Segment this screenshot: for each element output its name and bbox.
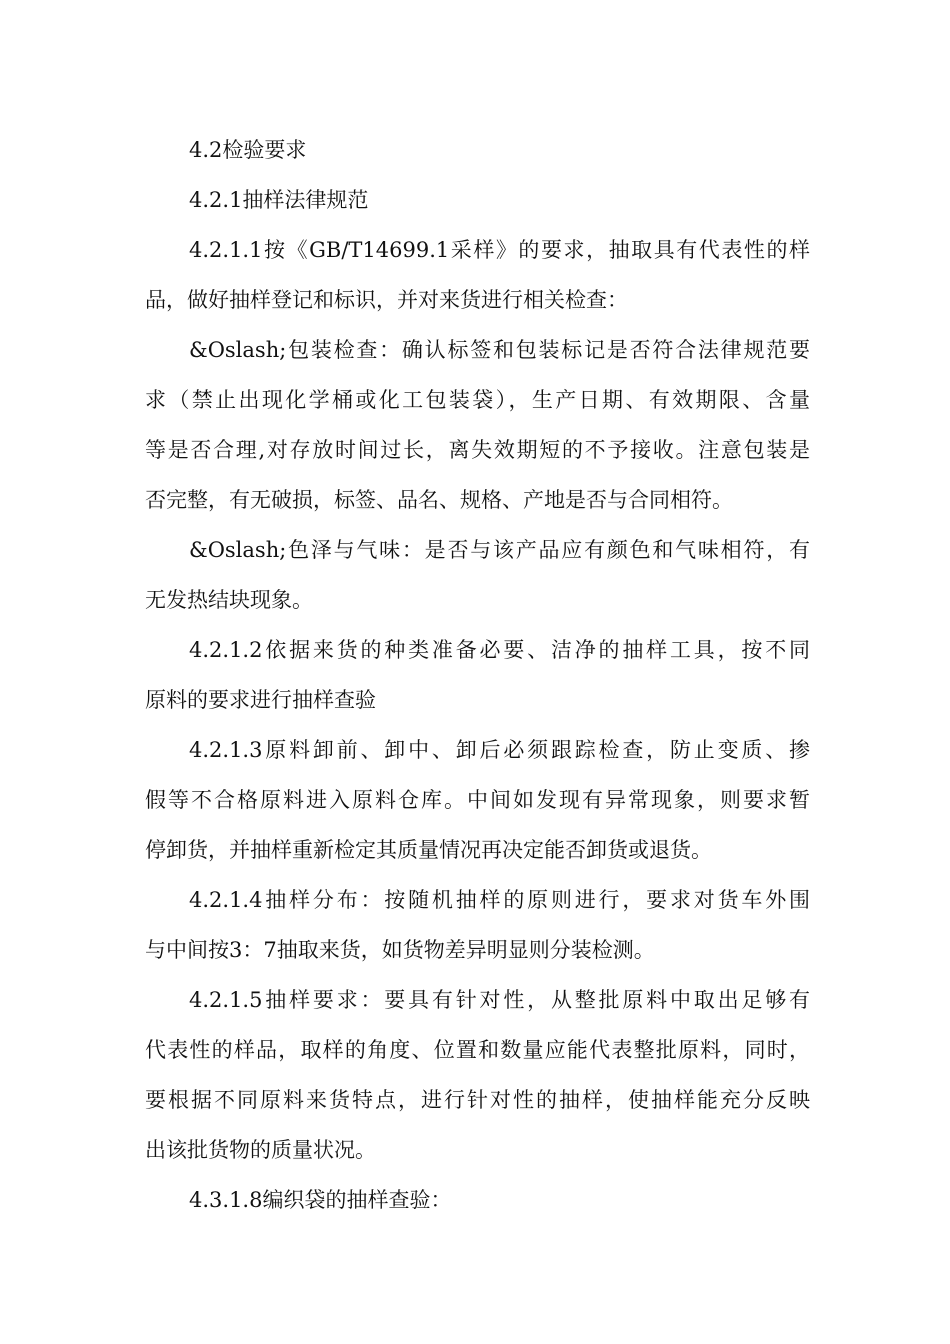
paragraph-4-2-1-4-line-2: 与中间按3：7抽取来货，如货物差异明显则分装检测。 xyxy=(145,938,655,962)
subsection-heading-4-2-1: 4.2.1抽样法律规范 xyxy=(189,188,369,212)
paragraph-4-2-1-4-line-1: 4.2.1.4抽样分布：按随机抽样的原则进行，要求对货车外围 xyxy=(189,888,810,912)
packaging-check-line-4: 否完整，有无破损，标签、品名、规格、产地是否与合同相符。 xyxy=(145,488,733,512)
packaging-check-line-3: 等是否合理,对存放时间过长，离失效期短的不予接收。注意包装是 xyxy=(145,438,810,462)
paragraph-4-2-1-2-line-2: 原料的要求进行抽样查验 xyxy=(145,688,376,712)
paragraph-4-2-1-5-line-4: 出该批货物的质量状况。 xyxy=(145,1138,376,1162)
paragraph-4-2-1-3-line-1: 4.2.1.3原料卸前、卸中、卸后必须跟踪检查，防止变质、掺 xyxy=(189,738,810,762)
paragraph-4-2-1-1-line-1: 4.2.1.1按《GB/T14699.1采样》的要求，抽取具有代表性的样 xyxy=(189,238,810,262)
paragraph-4-2-1-1-line-2: 品，做好抽样登记和标识，并对来货进行相关检查： xyxy=(145,288,628,312)
paragraph-4-2-1-3-line-2: 假等不合格原料进入原料仓库。中间如发现有异常现象，则要求暂 xyxy=(145,788,810,812)
packaging-check-line-1: &Oslash;包装检查：确认标签和包装标记是否符合法律规范要 xyxy=(189,338,810,362)
paragraph-4-2-1-3-line-3: 停卸货，并抽样重新检定其质量情况再决定能否卸货或退货。 xyxy=(145,838,712,862)
packaging-check-line-2: 求（禁止出现化学桶或化工包装袋），生产日期、有效期限、含量 xyxy=(145,388,810,412)
paragraph-4-2-1-5-line-2: 代表性的样品，取样的角度、位置和数量应能代表整批原料，同时， xyxy=(145,1038,810,1062)
subsection-heading-4-3-1-8: 4.3.1.8编织袋的抽样查验： xyxy=(189,1188,452,1212)
color-odor-line-2: 无发热结块现象。 xyxy=(145,588,313,612)
paragraph-4-2-1-5-line-3: 要根据不同原料来货特点，进行针对性的抽样，使抽样能充分反映 xyxy=(145,1088,810,1112)
paragraph-4-2-1-5-line-1: 4.2.1.5抽样要求：要具有针对性，从整批原料中取出足够有 xyxy=(189,988,810,1012)
paragraph-4-2-1-2-line-1: 4.2.1.2依据来货的种类准备必要、洁净的抽样工具，按不同 xyxy=(189,638,810,662)
section-heading-4-2: 4.2检验要求 xyxy=(189,138,307,162)
color-odor-line-1: &Oslash;色泽与气味：是否与该产品应有颜色和气味相符，有 xyxy=(189,538,810,562)
